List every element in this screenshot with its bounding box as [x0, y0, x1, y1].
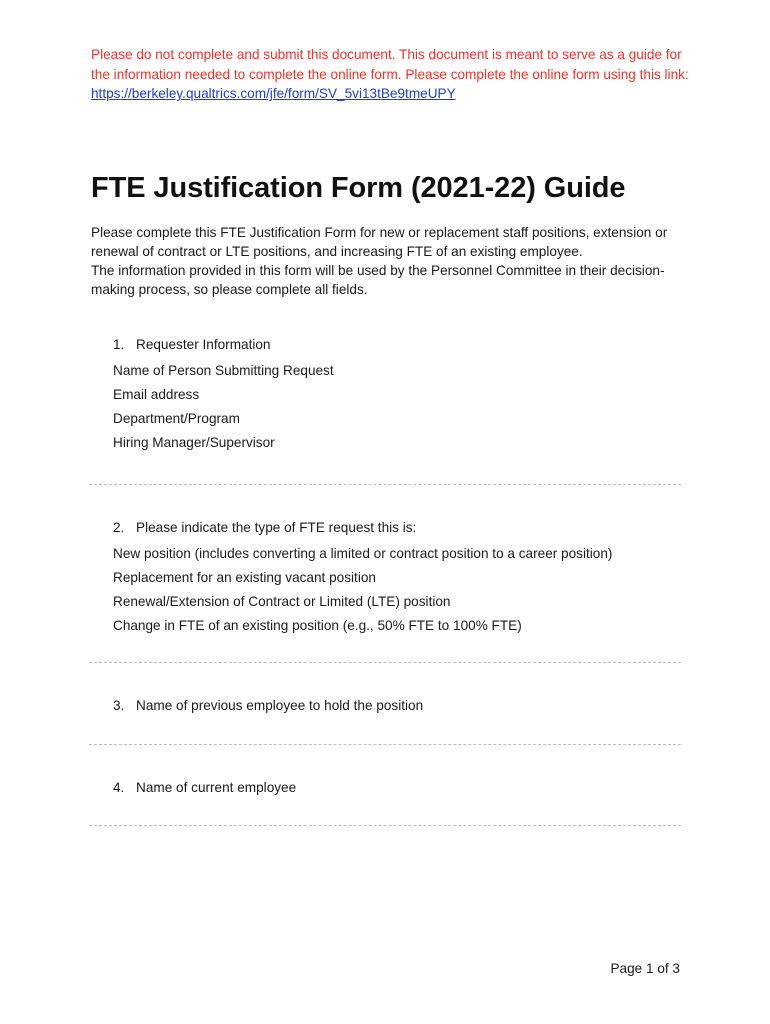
section-divider	[89, 662, 681, 663]
section-divider	[89, 744, 681, 745]
question-2-items	[113, 542, 612, 638]
question-3-heading	[113, 698, 423, 713]
form-link[interactable]: https://berkeley.qualtrics.com/jfe/form/SV_5vi13tBe9tmeUPY	[91, 86, 456, 101]
list-item: New position (includes converting a limited or contract position to a career position)	[113, 546, 613, 561]
notice-banner	[91, 45, 691, 104]
question-title: Requester Information	[136, 337, 271, 352]
question-title: Please indicate the type of FTE request this is:	[136, 520, 417, 535]
list-item: Renewal/Extension of Contract or Limited (LTE) position	[113, 594, 451, 609]
question-number: 3.	[113, 698, 125, 713]
list-item: Department/Program	[113, 411, 240, 426]
question-4-heading	[113, 780, 296, 795]
list-item: Name of Person Submitting Request	[113, 363, 334, 378]
intro-paragraph: Please complete this FTE Justification Form for new or replacement staff positions, extension or renewal of contract or LTE positions, and increasing FTE of an existing employee.	[91, 225, 668, 259]
list-item: Change in FTE of an existing position (e.g., 50% FTE to 100% FTE)	[113, 618, 522, 633]
question-number: 4.	[113, 780, 125, 795]
section-divider	[89, 825, 681, 826]
question-title: Name of previous employee to hold the position	[136, 698, 424, 713]
section-divider	[89, 484, 681, 485]
question-1-heading	[113, 337, 271, 352]
intro-paragraph: The information provided in this form will be used by the Personnel Committee in their decision-making process, so please complete all fields.	[91, 263, 665, 297]
question-number: 2.	[113, 520, 125, 535]
notice-text: Please do not complete and submit this document. This document is meant to serve as a guide for the information needed to complete the online form. Please complete the online form using this link:	[91, 47, 689, 82]
page-number: Page 1 of 3	[610, 961, 680, 976]
question-title: Name of current employee	[136, 780, 297, 795]
list-item: Hiring Manager/Supervisor	[113, 435, 275, 450]
list-item: Email address	[113, 387, 200, 402]
page-title: FTE Justification Form (2021-22) Guide	[91, 172, 626, 204]
question-1-items	[113, 359, 334, 455]
question-2-heading	[113, 520, 416, 535]
intro-text	[91, 223, 691, 299]
list-item: Replacement for an existing vacant position	[113, 570, 376, 585]
question-number: 1.	[113, 337, 125, 352]
